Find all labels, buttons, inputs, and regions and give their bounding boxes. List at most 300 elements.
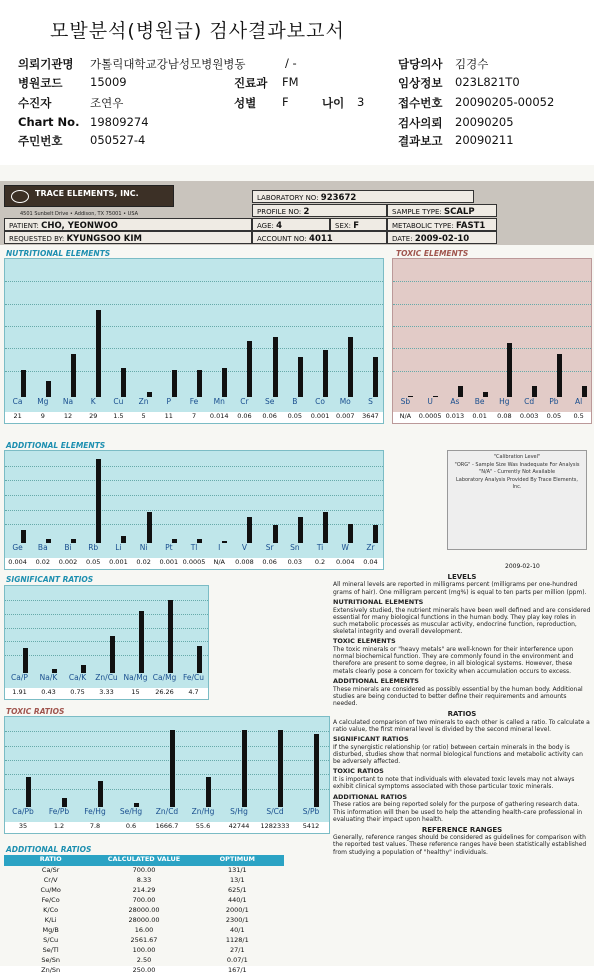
table-row — [4, 936, 284, 946]
category-label: Ca — [12, 397, 23, 406]
bar-zr — [373, 525, 378, 543]
bar-cu — [121, 368, 126, 397]
bar-w — [348, 524, 353, 543]
result-value: 20090211 — [455, 133, 514, 147]
category-label: Mg — [37, 397, 49, 406]
bar-sr — [273, 525, 278, 543]
table-cell: 131/1 — [227, 866, 247, 874]
clinical-label: 임상정보 — [398, 76, 443, 90]
category-label: Zn/Cu — [95, 673, 118, 682]
value-label: 0.0005 — [418, 412, 442, 420]
value-label: 0.02 — [35, 558, 51, 566]
notes-heading: REFERENCE RANGES — [421, 825, 503, 834]
value-label: 0.06 — [262, 412, 277, 420]
date-box: DATE: 2009-02-10 — [387, 231, 497, 244]
category-label: Hg — [499, 397, 510, 406]
dept-label: 진료과 — [234, 76, 268, 90]
notes-heading: TOXIC ELEMENTS — [333, 637, 396, 646]
notes-text: Extensively studied, the nutrient minerals have been well defined and are considered essential for many biological functions in the human body. They play key roles in such metabolic processes as muscular activity, endocrine function, reproduction, skeletal integrity and overall development. — [333, 606, 591, 636]
grid-line — [5, 466, 383, 467]
value-label: 3.33 — [99, 688, 114, 696]
legend-line: "N/A" - Currently Not Available — [478, 469, 556, 475]
report-date-small: 2009-02-10 — [505, 563, 540, 570]
grid-line — [5, 655, 208, 656]
grid-line — [393, 304, 591, 305]
value-label: 0.0005 — [182, 558, 206, 566]
table-cell: K/Li — [44, 916, 57, 924]
category-label: Fe/Pb — [48, 807, 70, 816]
receipt-value: 20090205-00052 — [455, 95, 555, 109]
value-label: 5 — [141, 412, 146, 420]
patient-label: 수진자 — [18, 96, 52, 110]
table-row — [4, 866, 284, 876]
bar-mo — [348, 337, 353, 397]
bar-as — [458, 386, 463, 397]
table-cell: 214.29 — [132, 886, 156, 894]
table-cell: 2300/1 — [225, 916, 249, 924]
table-cell: 0.07/1 — [226, 956, 248, 964]
category-label: Mn — [213, 397, 225, 406]
table-cell: 40/1 — [230, 926, 245, 934]
bar-pb — [557, 354, 562, 397]
category-label: Ca/Mg — [152, 673, 177, 682]
value-label: 0.014 — [209, 412, 229, 420]
category-label: S — [368, 397, 373, 406]
table-cell: Cr/V — [43, 876, 58, 884]
value-label: 0.05 — [85, 558, 101, 566]
grid-line — [393, 326, 591, 327]
category-label: Sb — [400, 397, 411, 406]
value-label: 0.004 — [335, 558, 355, 566]
value-label: 5412 — [302, 822, 320, 830]
category-label: Cu — [113, 397, 124, 406]
age-box: AGE: 4 — [252, 218, 330, 231]
bar-co — [323, 350, 328, 397]
value-label: 7 — [191, 412, 197, 420]
age-label: 나이 — [322, 96, 345, 110]
notes-panel — [333, 570, 591, 856]
toxic-title: TOXIC ELEMENTS — [396, 249, 469, 258]
value-label: 0.04 — [363, 558, 378, 566]
clinical-value: 023L821T0 — [455, 75, 520, 89]
legend-box — [447, 450, 587, 550]
category-label: Zr — [366, 543, 375, 552]
bar-ca-k — [81, 665, 86, 673]
value-label: 0.01 — [472, 412, 487, 420]
notes-heading: NUTRITIONAL ELEMENTS — [333, 597, 424, 606]
category-label: S/Cd — [266, 807, 284, 816]
optimum-col: OPTIMUM — [219, 855, 255, 863]
additional-ratios-title: ADDITIONAL RATIOS — [6, 845, 92, 854]
ratio-rows — [4, 866, 284, 976]
institution-value: 가톨릭대학교강남성모병원병동 — [90, 57, 246, 71]
table-cell: 100.00 — [132, 946, 156, 954]
category-label: Mo — [339, 397, 351, 406]
category-labels — [5, 543, 383, 558]
value-label: 0.75 — [70, 688, 85, 696]
value-label: 7.8 — [89, 822, 101, 830]
bar-na — [71, 354, 76, 397]
category-label: Cr — [240, 397, 249, 406]
category-label: Al — [575, 397, 583, 406]
value-label: 29 — [89, 412, 98, 420]
nutritional-title: NUTRITIONAL ELEMENTS — [6, 249, 111, 258]
category-label: Se/Hg — [119, 807, 143, 816]
patient-value: 조연우 — [90, 96, 124, 110]
value-label: 0.06 — [237, 412, 252, 420]
bar-ca-p — [23, 648, 28, 673]
value-label: 0.003 — [519, 412, 539, 420]
hospital-code-value: 15009 — [90, 75, 127, 89]
legend-line: "ORG" - Sample Size Was Inadequate For Analysis — [454, 461, 580, 468]
value-label: 1282333 — [260, 822, 290, 830]
bar-ni — [147, 512, 152, 543]
category-label: Zn/Cd — [155, 807, 179, 816]
notes-heading: TOXIC RATIOS — [333, 767, 384, 776]
table-cell: K/Co — [43, 906, 59, 914]
value-label: 55.6 — [195, 822, 211, 830]
value-labels — [5, 822, 329, 833]
bar-b — [298, 357, 303, 397]
lab-address: 4501 Sunbelt Drive • Addison, TX 75001 • USA — [20, 211, 139, 217]
page-title: 모발분석(병원급) 검사결과보고서 — [50, 20, 345, 42]
nutritional-chart — [4, 258, 384, 424]
value-labels — [5, 558, 383, 569]
bar-na-mg — [139, 611, 144, 673]
legend-line: "Calibration Level" — [493, 454, 541, 460]
significant-title: SIGNIFICANT RATIOS — [6, 575, 94, 584]
category-label: S/Pb — [302, 807, 320, 816]
category-label: Na/K — [39, 673, 58, 682]
value-label: 42744 — [228, 822, 250, 830]
bar-rb — [96, 459, 101, 543]
value-label: 0.004 — [8, 558, 27, 566]
bar-se — [273, 337, 278, 397]
table-cell: 16.00 — [134, 926, 154, 934]
category-label: Li — [115, 543, 122, 552]
notes-heading: ADDITIONAL ELEMENTS — [333, 676, 419, 685]
grid-line — [5, 614, 208, 615]
value-label: 0.007 — [335, 412, 355, 420]
category-label: P — [166, 397, 172, 406]
significant-chart — [4, 585, 209, 700]
notes-heading: LEVELS — [447, 573, 477, 581]
category-label: B — [292, 397, 298, 406]
table-row — [4, 956, 284, 966]
rrn-label: 주민번호 — [18, 134, 63, 148]
category-label: Rb — [88, 543, 99, 552]
additional-chart — [4, 450, 384, 570]
category-label: S/Hg — [230, 807, 248, 816]
metabolic-box: METABOLIC TYPE: FAST1 — [387, 218, 497, 231]
bar-fe — [197, 370, 202, 397]
value-label: 0.5 — [573, 412, 584, 420]
category-label: Na — [62, 397, 74, 406]
bar-ca-pb — [26, 777, 31, 807]
value-label: 0.05 — [287, 412, 303, 420]
value-label: 0.03 — [287, 558, 303, 566]
bar-cd — [532, 386, 537, 397]
doctor-value: 김경수 — [455, 57, 489, 71]
request-label: 검사의뢰 — [398, 116, 443, 130]
ratio-table-header — [4, 855, 284, 866]
bar-zn-cu — [110, 636, 115, 673]
category-label: Ti — [316, 543, 324, 552]
table-cell: Ca/Sr — [41, 866, 60, 874]
table-cell: Cu/Mo — [40, 886, 61, 894]
age-value: 3 — [357, 95, 365, 109]
notes-text: It is important to note that individuals with elevated toxic levels may not always exhibit clinical symptoms associated with those particular toxic minerals. — [333, 776, 575, 791]
value-label: 0.002 — [58, 558, 78, 566]
table-cell: S/Cu — [43, 936, 59, 944]
table-cell: 700.00 — [132, 866, 156, 874]
value-label: 0.6 — [125, 822, 137, 830]
bar-s-cd — [278, 730, 283, 807]
sex-label: 성별 — [234, 96, 257, 110]
bar-ge — [21, 530, 26, 543]
value-label: 12 — [63, 412, 73, 420]
value-label: 3647 — [362, 412, 379, 420]
notes-heading: RATIOS — [447, 710, 477, 719]
request-value: 20090205 — [455, 115, 514, 129]
account-box: ACCOUNT NO: 4011 — [252, 231, 387, 244]
table-cell: 1128/1 — [225, 936, 249, 944]
bar-ti — [323, 512, 328, 543]
notes-text: Generally, reference ranges should be considered as guidelines for comparison with the reported test values. These reference ranges have been statistically established from studying a population of "healthy" individuals. — [333, 834, 587, 856]
category-label: Ca/Pb — [12, 807, 34, 816]
notes-text: If the synergistic relationship (or ratio) between certain minerals in the body is disturbed, studies show that normal biological functions and metabolic activity can be adversely affected. — [333, 743, 583, 766]
value-label: 0.013 — [445, 412, 465, 420]
notes-heading: SIGNIFICANT RATIOS — [333, 734, 409, 743]
bar-p — [172, 370, 177, 397]
category-label: Pt — [165, 543, 173, 552]
category-label: Fe — [189, 397, 199, 406]
bar-s-hg — [242, 730, 247, 807]
value-label: 1.91 — [12, 688, 27, 696]
grid-line — [5, 326, 383, 327]
value-label: 0.43 — [41, 688, 56, 696]
category-label: Ca/K — [68, 673, 87, 682]
value-label: 0.001 — [109, 558, 128, 566]
hospital-code-label: 병원코드 — [18, 76, 63, 90]
table-cell: 250.00 — [132, 966, 156, 974]
category-label: Ge — [12, 543, 23, 552]
table-cell: 13/1 — [230, 876, 245, 884]
toxic-ratios-title: TOXIC RATIOS — [6, 707, 65, 716]
table-cell: Fe/Co — [41, 896, 60, 904]
table-cell: Mg/B — [42, 926, 59, 934]
legend-line: Laboratory Analysis Provided By Trace Elements, Inc. — [455, 476, 579, 490]
bar-al — [582, 386, 587, 397]
category-label: Sn — [290, 543, 300, 552]
value-label: 0.001 — [310, 412, 330, 420]
category-label: As — [450, 397, 460, 406]
table-cell: 700.00 — [132, 896, 156, 904]
value-label: N/A — [399, 412, 412, 420]
grid-line — [5, 641, 208, 642]
value-label: 9 — [40, 412, 45, 420]
toxic-ratios-chart — [4, 716, 330, 834]
grid-line — [5, 495, 383, 496]
value-label: 0.001 — [159, 558, 179, 566]
notes-text: These minerals are considered as possibly essential by the human body. Additional studies are being conducted to better define their requirements and amounts needed. — [333, 685, 583, 708]
value-label: 0.2 — [314, 558, 326, 566]
table-cell: Se/Tl — [42, 946, 59, 954]
bar-s-pb — [314, 734, 319, 807]
category-label: Sr — [265, 543, 274, 552]
category-label: Co — [315, 397, 325, 406]
table-cell: 27/1 — [230, 946, 245, 954]
table-cell: 167/1 — [227, 966, 247, 974]
grid-line — [5, 304, 383, 305]
value-label: 0.06 — [262, 558, 277, 566]
category-label: Ba — [37, 543, 48, 552]
bar-zn-hg — [206, 777, 211, 807]
notes-heading: ADDITIONAL RATIOS — [333, 792, 408, 801]
table-row — [4, 886, 284, 896]
grid-line — [5, 510, 383, 511]
value-label: 0.08 — [497, 412, 512, 420]
category-label: U — [427, 397, 433, 406]
patient-box: PATIENT: CHO, YEONWOO — [4, 218, 252, 231]
category-label: W — [341, 543, 349, 552]
result-label: 결과보고 — [398, 134, 443, 148]
table-row — [4, 916, 284, 926]
institution-extra: / - — [285, 56, 297, 70]
value-label: 0.008 — [235, 558, 254, 566]
lab-no-box: LABORATORY NO: 923672 — [252, 190, 474, 203]
category-label: I — [218, 543, 221, 552]
table-cell: Se/Sn — [41, 956, 60, 964]
notes-text: A calculated comparison of two minerals to each other is called a ratio. To calculate a ratio value, the first mineral level is divided by the second mineral level. — [333, 718, 590, 733]
bar-cr — [247, 341, 252, 397]
value-label: 4.7 — [188, 688, 199, 696]
category-labels — [393, 397, 591, 412]
notes-text: The toxic minerals or "heavy metals" are well-known for their interference upon normal biochemical function. They are commonly found in the environment and therefore are present to some degree, in all biological systems. However, these metals clearly pose a concern for toxicity when accumulation occurs to excess. — [333, 646, 574, 675]
bar-mg — [46, 381, 51, 397]
value-label: 1666.7 — [155, 822, 179, 830]
bar-fe-pb — [62, 798, 67, 807]
calc-col: CALCULATED VALUE — [107, 855, 181, 863]
category-labels — [5, 673, 208, 688]
receipt-label: 접수번호 — [398, 96, 443, 110]
table-row — [4, 896, 284, 906]
dept-value: FM — [282, 75, 299, 89]
value-label: 0.05 — [546, 412, 562, 420]
value-label: 11 — [164, 412, 173, 420]
value-label: 35 — [18, 822, 28, 830]
bar-sn — [298, 517, 303, 543]
category-label: Bi — [64, 543, 72, 552]
category-label: Se — [264, 397, 275, 406]
category-label: Ca/P — [11, 673, 28, 682]
additional-title: ADDITIONAL ELEMENTS — [6, 441, 106, 450]
table-cell: 28000.00 — [128, 906, 160, 914]
ratio-col: RATIO — [39, 855, 62, 863]
grid-line — [393, 348, 591, 349]
value-labels — [5, 412, 383, 423]
table-cell: Zn/Sn — [41, 966, 61, 974]
table-cell: 625/1 — [227, 886, 247, 894]
lab-logo: TRACE ELEMENTS, INC. — [4, 185, 174, 207]
category-label: Ni — [139, 543, 148, 552]
category-label: Fe/Hg — [84, 807, 106, 816]
category-label: Zn/Hg — [191, 807, 215, 816]
table-cell: 2561.67 — [130, 936, 158, 944]
category-labels — [5, 807, 329, 822]
lab-logo-icon — [11, 190, 29, 203]
value-label: N/A — [213, 558, 225, 566]
grid-line — [5, 600, 208, 601]
bar-ca — [21, 370, 26, 397]
value-label: 0.02 — [136, 558, 151, 566]
table-row — [4, 946, 284, 956]
grid-line — [5, 628, 208, 629]
table-cell: 2.50 — [136, 956, 152, 964]
category-label: Pb — [549, 397, 559, 406]
table-cell: 8.33 — [136, 876, 152, 884]
notes-text: All mineral levels are reported in milligrams percent (milligrams per one-hundred grams of hair). One milligram percent (mg%) is equal to ten parts per million (ppm). — [333, 581, 587, 596]
sample-box: SAMPLE TYPE: SCALP — [387, 204, 497, 217]
institution-label: 의뢰기관명 — [18, 57, 74, 71]
grid-line — [5, 281, 383, 282]
toxic-chart — [392, 258, 592, 424]
table-row — [4, 966, 284, 976]
grid-line — [5, 480, 383, 481]
category-label: Fe/Cu — [182, 673, 205, 682]
table-row — [4, 876, 284, 886]
bar-fe-hg — [98, 781, 103, 807]
bar-hg — [507, 343, 512, 397]
doctor-label: 담당의사 — [398, 57, 443, 71]
table-cell: 28000.00 — [128, 916, 160, 924]
grid-line — [393, 281, 591, 282]
notes-text: These ratios are being reported solely for the purpose of gathering research data. This information will then be used to help the attending health-care professional in evaluating their impact upon health. — [333, 801, 583, 823]
category-label: Na/Mg — [123, 673, 148, 682]
bar-fe-cu — [197, 646, 202, 673]
requested-box: REQUESTED BY: KYUNGSOO KIM — [4, 231, 252, 244]
bar-mn — [222, 368, 227, 397]
bar-li — [121, 536, 126, 543]
category-label: Tl — [190, 543, 198, 552]
value-label: 1.5 — [113, 412, 124, 420]
value-labels — [5, 688, 208, 699]
value-labels — [393, 412, 591, 423]
category-label: Zn — [138, 397, 149, 406]
table-row — [4, 926, 284, 936]
category-label: Cd — [524, 397, 535, 406]
bar-ca-mg — [168, 600, 173, 673]
category-labels — [5, 397, 383, 412]
category-label: K — [90, 397, 96, 406]
table-row — [4, 906, 284, 916]
category-label: V — [241, 543, 247, 552]
table-cell: 440/1 — [227, 896, 247, 904]
sex-value: F — [282, 95, 289, 109]
bar-zn-cd — [170, 730, 175, 807]
table-cell: 2000/1 — [225, 906, 249, 914]
value-label: 21 — [13, 412, 22, 420]
additional-ratios-table — [4, 855, 284, 976]
sex-box: SEX: F — [330, 218, 387, 231]
value-label: 15 — [131, 688, 140, 696]
value-label: 1.2 — [53, 822, 65, 830]
profile-box: PROFILE NO: 2 — [252, 204, 387, 217]
value-label: 26.26 — [155, 688, 174, 696]
bar-v — [247, 517, 252, 543]
chart-no-label: Chart No. — [18, 115, 80, 129]
category-label: Be — [474, 397, 485, 406]
